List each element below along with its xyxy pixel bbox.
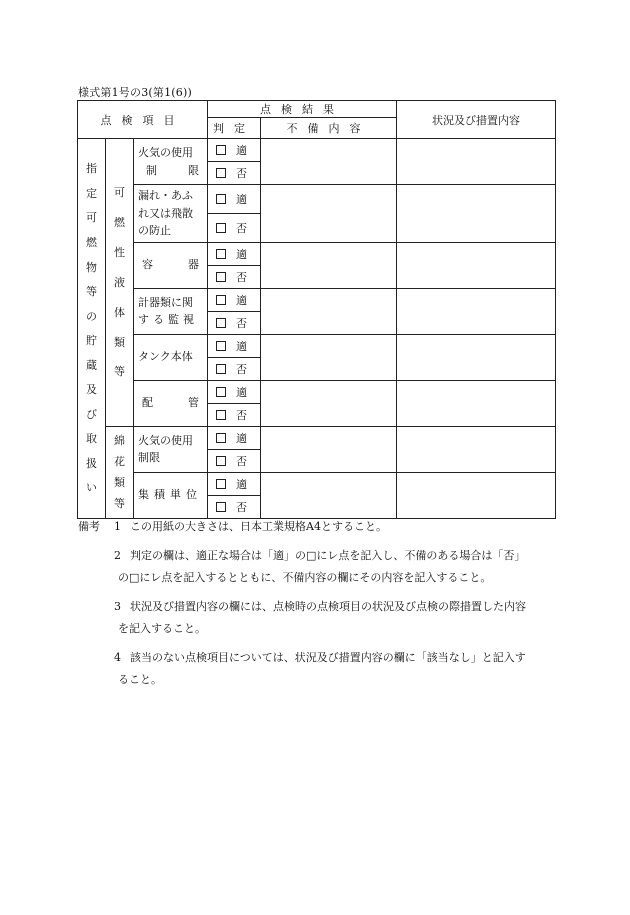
status-measures-cell[interactable] (397, 426, 556, 472)
header-judgment: 判定 (208, 118, 261, 139)
checkbox-icon[interactable] (216, 502, 226, 512)
judge-ok-checkbox[interactable]: 適 (208, 426, 261, 449)
judge-ok-checkbox[interactable]: 適 (208, 380, 261, 403)
checkbox-icon[interactable] (216, 295, 226, 305)
defect-content-cell[interactable] (261, 334, 397, 380)
defect-content-cell[interactable] (261, 242, 397, 288)
checkbox-icon[interactable] (216, 387, 226, 397)
item-container: 容 器 (134, 242, 208, 288)
defect-content-cell[interactable] (261, 185, 397, 243)
status-measures-cell[interactable] (397, 185, 556, 243)
checkbox-icon[interactable] (216, 223, 226, 233)
item-piping: 配 管 (134, 380, 208, 426)
judge-ng-checkbox[interactable]: 否 (208, 311, 261, 334)
judge-ok-checkbox[interactable]: 適 (208, 242, 261, 265)
judge-ok-checkbox[interactable]: 適 (208, 288, 261, 311)
judge-ng-checkbox[interactable]: 否 (208, 449, 261, 472)
defect-content-cell[interactable] (261, 472, 397, 518)
remarks-section (78, 516, 558, 698)
remarks-label: 備考 (78, 520, 100, 533)
defect-content-cell[interactable] (261, 426, 397, 472)
judge-ng-checkbox[interactable]: 否 (208, 213, 261, 242)
header-defect-content: 不備内容 (261, 118, 397, 139)
judge-ok-checkbox[interactable]: 適 (208, 472, 261, 495)
category-cotton: 綿 花 類 等 (106, 426, 134, 518)
header-inspection-result: 点検結果 (208, 101, 397, 118)
checkbox-icon[interactable] (216, 145, 226, 155)
defect-content-cell[interactable] (261, 139, 397, 185)
remark-note-1: 備考 1 この用紙の大きさは、日本工業規格A4とすること。 (78, 516, 558, 537)
checkbox-icon[interactable] (216, 364, 226, 374)
checkbox-icon[interactable] (216, 272, 226, 282)
status-measures-cell[interactable] (397, 334, 556, 380)
checkbox-icon[interactable] (216, 318, 226, 328)
status-measures-cell[interactable] (397, 242, 556, 288)
defect-content-cell[interactable] (261, 380, 397, 426)
remark-note-3: 3 状況及び措置内容の欄には、点検時の点検項目の状況及び点検の際措置した内容 を記入すること。 (114, 600, 526, 635)
judge-ok-checkbox[interactable]: 適 (208, 139, 261, 162)
item-tank-body: タンク本体 (134, 334, 208, 380)
item-fire-use-limit: 火気の使用 制 限 (134, 139, 208, 185)
judge-ng-checkbox[interactable]: 否 (208, 265, 261, 288)
judge-ng-checkbox[interactable]: 否 (208, 403, 261, 426)
form-title: 様式第1号の3(第1(6)) (78, 86, 192, 99)
judge-ng-checkbox[interactable]: 否 (208, 357, 261, 380)
checkbox-icon[interactable] (216, 456, 226, 466)
judge-ng-checkbox[interactable]: 否 (208, 162, 261, 185)
category-main: 指 定 可 燃 物 等 の 貯 蔵 及 び 取 扱 い (78, 139, 106, 519)
inspection-table (77, 100, 556, 519)
status-measures-cell[interactable] (397, 380, 556, 426)
item-cotton-fire-use-limit: 火気の使用 制限 (134, 426, 208, 472)
item-gauge-monitoring: 計器類に関 する監視 (134, 288, 208, 334)
judge-ok-checkbox[interactable]: 適 (208, 334, 261, 357)
status-measures-cell[interactable] (397, 472, 556, 518)
checkbox-icon[interactable] (216, 168, 226, 178)
item-stack-unit: 集積単位 (134, 472, 208, 518)
checkbox-icon[interactable] (216, 341, 226, 351)
category-flammable-liquids: 可 燃 性 液 体 類 等 (106, 139, 134, 427)
remark-note-2: 2 判定の欄は、適正な場合は「適」の□にレ点を記入し、不備のある場合は「否」 の□にレ点を記入するとともに、不備内容の欄にその内容を記入すること。 (114, 549, 526, 584)
judge-ok-checkbox[interactable]: 適 (208, 185, 261, 214)
remark-note-4: 4 該当のない点検項目については、状況及び措置内容の欄に「該当なし」と記入す ること。 (114, 651, 526, 686)
checkbox-icon[interactable] (216, 194, 226, 204)
status-measures-cell[interactable] (397, 139, 556, 185)
header-status-measures: 状況及び措置内容 (397, 101, 556, 139)
checkbox-icon[interactable] (216, 249, 226, 259)
header-inspection-item: 点検項目 (78, 101, 208, 139)
judge-ng-checkbox[interactable]: 否 (208, 495, 261, 518)
status-measures-cell[interactable] (397, 288, 556, 334)
checkbox-icon[interactable] (216, 479, 226, 489)
checkbox-icon[interactable] (216, 433, 226, 443)
defect-content-cell[interactable] (261, 288, 397, 334)
item-leak-prevention: 漏れ・あふ れ又は飛散 の防止 (134, 185, 208, 243)
checkbox-icon[interactable] (216, 410, 226, 420)
